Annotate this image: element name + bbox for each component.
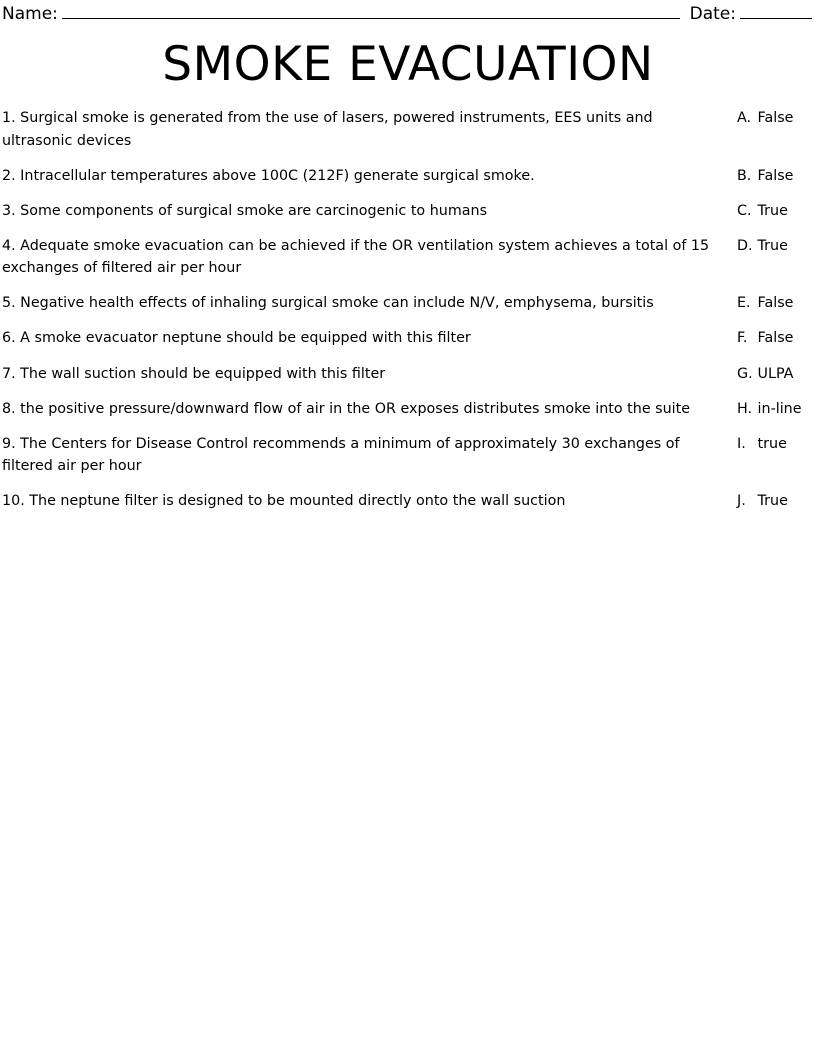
question-text: 3. Some components of surgical smoke are carcinogenic to humans bbox=[2, 202, 488, 219]
answer-option[interactable] bbox=[737, 490, 814, 512]
question-text: 2. Intracellular temperatures above 100C (212F) generate surgical smoke. bbox=[2, 167, 535, 184]
answer-option[interactable] bbox=[737, 398, 814, 420]
question-row bbox=[2, 235, 814, 279]
answer-text: True bbox=[757, 493, 788, 510]
answer-letter: B. bbox=[737, 167, 752, 184]
answer-option[interactable] bbox=[737, 107, 814, 129]
question-row bbox=[2, 165, 814, 187]
answer-text: ULPA bbox=[757, 365, 794, 382]
answer-letter: J. bbox=[737, 493, 746, 510]
answer-option[interactable] bbox=[737, 292, 814, 314]
answer-option[interactable] bbox=[737, 235, 814, 257]
question-text: 8. the positive pressure/downward flow of air in the OR exposes distributes smoke into the suite bbox=[2, 400, 691, 417]
answer-text: True bbox=[757, 237, 788, 254]
question-text: 1. Surgical smoke is generated from the use of lasers, powered instruments, EES units and ultrasonic devices bbox=[2, 110, 653, 149]
answer-text: False bbox=[757, 167, 794, 184]
answer-option[interactable] bbox=[737, 363, 814, 385]
answer-letter: C. bbox=[737, 202, 752, 219]
answer-letter: D. bbox=[737, 237, 753, 254]
answer-option[interactable] bbox=[737, 200, 814, 222]
date-label: Date: bbox=[689, 4, 736, 24]
answer-letter: G. bbox=[737, 365, 753, 382]
name-input-line[interactable] bbox=[62, 6, 680, 19]
question-text: 7. The wall suction should be equipped with this filter bbox=[2, 365, 386, 382]
answer-letter: F. bbox=[737, 330, 748, 347]
question-row bbox=[2, 292, 814, 314]
question-list bbox=[2, 107, 814, 512]
answer-letter: H. bbox=[737, 400, 753, 417]
question-row bbox=[2, 200, 814, 222]
question-row bbox=[2, 363, 814, 385]
answer-text: true bbox=[757, 435, 787, 452]
answer-option[interactable] bbox=[737, 327, 814, 349]
question-row bbox=[2, 398, 814, 420]
answer-letter: A. bbox=[737, 110, 752, 127]
question-row bbox=[2, 327, 814, 349]
answer-letter: E. bbox=[737, 295, 751, 312]
page-title: SMOKE EVACUATION bbox=[162, 37, 654, 92]
question-row bbox=[2, 490, 814, 512]
answer-text: False bbox=[757, 110, 794, 127]
answer-text: in-line bbox=[757, 400, 802, 417]
date-input-line[interactable] bbox=[740, 6, 812, 19]
question-row bbox=[2, 433, 814, 477]
question-row bbox=[2, 107, 814, 151]
question-text: 4. Adequate smoke evacuation can be achieved if the OR ventilation system achieves a total of 15 exchanges of filtered air per hour bbox=[2, 237, 710, 277]
answer-text: False bbox=[757, 330, 794, 347]
answer-text: True bbox=[757, 202, 788, 219]
worksheet-header bbox=[2, 0, 814, 24]
question-text: 5. Negative health effects of inhaling surgical smoke can include N/V, emphysema, bursitis bbox=[2, 295, 654, 312]
answer-letter: I. bbox=[737, 435, 746, 452]
question-text: 6. A smoke evacuator neptune should be equipped with this filter bbox=[2, 330, 471, 347]
answer-option[interactable] bbox=[737, 165, 814, 187]
question-text: 10. The neptune filter is designed to be mounted directly onto the wall suction bbox=[2, 493, 566, 510]
answer-text: False bbox=[757, 295, 794, 312]
name-label: Name: bbox=[2, 4, 58, 24]
answer-option[interactable] bbox=[737, 433, 814, 455]
question-text: 9. The Centers for Disease Control recommends a minimum of approximately 30 exchanges of filtered air per hour bbox=[2, 435, 680, 475]
